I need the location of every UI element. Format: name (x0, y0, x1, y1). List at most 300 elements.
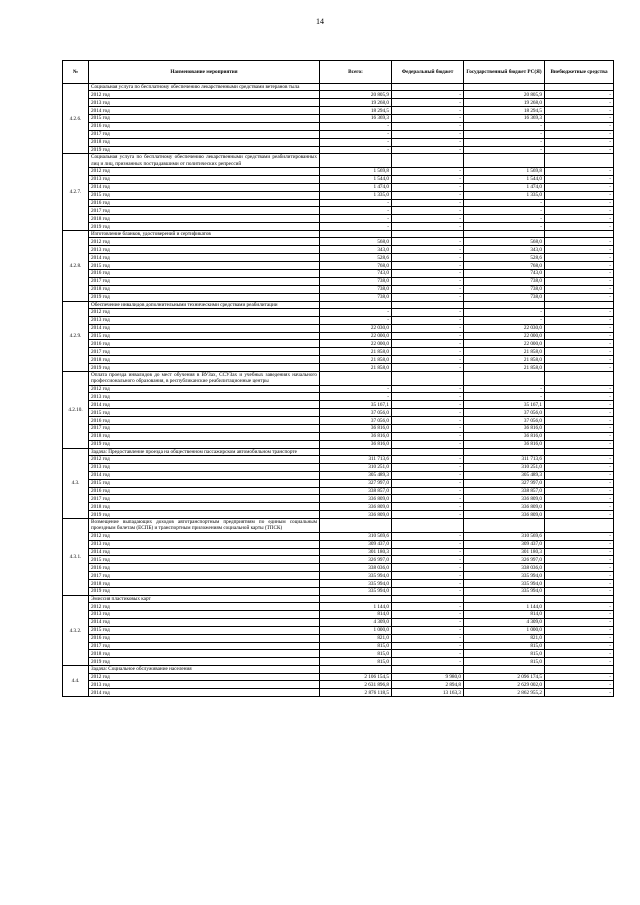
year-cell: 2014 год (89, 618, 320, 626)
table-row (63, 138, 614, 146)
year-cell: 2016 год (89, 199, 320, 207)
federal-cell: - (392, 471, 464, 479)
federal-cell: - (392, 642, 464, 650)
state-cell: 310 569,6 (464, 532, 545, 540)
table-row (63, 580, 614, 588)
total-cell: 22 030,0 (320, 324, 392, 332)
year-cell: 2019 год (89, 587, 320, 595)
total-cell: 305 489,3 (320, 471, 392, 479)
year-cell: 2013 год (89, 681, 320, 689)
empty-cell (392, 448, 464, 455)
table-row (63, 440, 614, 448)
table-row (63, 277, 614, 285)
state-cell: 815,0 (464, 642, 545, 650)
table-row (63, 495, 614, 503)
extra-cell: - (545, 99, 614, 107)
table-row (63, 417, 614, 425)
extra-cell: - (545, 146, 614, 154)
section-title: Социальная услуга по бесплатному обеспечению лекарственными средствами реабилитированных лиц и лиц, признанных пострадавшими от политических репрессий (89, 154, 320, 168)
total-cell: 4 309,0 (320, 618, 392, 626)
total-cell: 335 994,0 (320, 580, 392, 588)
section-row (63, 666, 614, 673)
state-cell: 310 251,0 (464, 463, 545, 471)
extra-cell: - (545, 471, 614, 479)
empty-cell (320, 154, 392, 168)
federal-cell: - (392, 262, 464, 270)
table-row (63, 91, 614, 99)
section-title: Обеспечение инвалидов дополнительными техническими средствами реабилитации (89, 301, 320, 308)
extra-cell: - (545, 114, 614, 122)
total-cell: 1 544,0 (320, 175, 392, 183)
section-row (63, 371, 614, 385)
table-row (63, 191, 614, 199)
total-cell: 2 631 896,8 (320, 681, 392, 689)
year-cell: 2017 год (89, 130, 320, 138)
section-title: Задача: Социальное обслуживание населения (89, 666, 320, 673)
extra-cell: - (545, 308, 614, 316)
section-title: Возмещение выпадающих доходов автотранспортным предприятиям по единым социальным проездным билетам (ЕСПБ) и транспортным приложениям социальной карты (ТПСК) (89, 519, 320, 533)
federal-cell: - (392, 440, 464, 448)
federal-cell: - (392, 223, 464, 231)
empty-cell (464, 448, 545, 455)
empty-cell (464, 231, 545, 238)
state-cell: 327 997,0 (464, 479, 545, 487)
federal-cell: - (392, 611, 464, 619)
empty-cell (545, 231, 614, 238)
table-row (63, 348, 614, 356)
extra-cell: - (545, 440, 614, 448)
extra-cell: - (545, 564, 614, 572)
total-cell: 311 713,6 (320, 456, 392, 464)
extra-cell: - (545, 495, 614, 503)
state-cell: 326 997,0 (464, 556, 545, 564)
state-cell: 36 816,0 (464, 425, 545, 433)
federal-cell: - (392, 540, 464, 548)
year-cell: 2012 год (89, 532, 320, 540)
table-row (63, 642, 614, 650)
empty-cell (545, 448, 614, 455)
federal-cell: - (392, 114, 464, 122)
empty-cell (392, 595, 464, 602)
state-cell: 22 000,0 (464, 332, 545, 340)
year-cell: 2019 год (89, 146, 320, 154)
total-cell: 768,0 (320, 262, 392, 270)
year-cell: 2018 год (89, 503, 320, 511)
header-extra: Внебюджетные средства (545, 61, 614, 84)
year-cell: 2014 год (89, 401, 320, 409)
year-cell: 2014 год (89, 548, 320, 556)
extra-cell: - (545, 348, 614, 356)
state-cell: 343,0 (464, 246, 545, 254)
extra-cell: - (545, 199, 614, 207)
table-row (63, 223, 614, 231)
year-cell: 2019 год (89, 293, 320, 301)
total-cell: 528,6 (320, 254, 392, 262)
federal-cell: - (392, 168, 464, 176)
federal-cell: - (392, 650, 464, 658)
table-row (63, 603, 614, 611)
extra-cell: - (545, 130, 614, 138)
federal-cell: - (392, 183, 464, 191)
extra-cell: - (545, 356, 614, 364)
empty-cell (464, 301, 545, 308)
total-cell: 821,0 (320, 634, 392, 642)
year-cell: 2018 год (89, 432, 320, 440)
state-cell: - (464, 223, 545, 231)
year-cell: 2019 год (89, 223, 320, 231)
table-row (63, 456, 614, 464)
empty-cell (320, 448, 392, 455)
year-cell: 2018 год (89, 580, 320, 588)
section-number: 4.2.10. (63, 371, 89, 448)
table-row (63, 401, 614, 409)
extra-cell: - (545, 316, 614, 324)
section-row (63, 448, 614, 455)
table-row (63, 511, 614, 519)
table-row (63, 207, 614, 215)
empty-cell (320, 84, 392, 91)
federal-cell: - (392, 254, 464, 262)
federal-cell: - (392, 146, 464, 154)
table-row (63, 285, 614, 293)
federal-cell: - (392, 364, 464, 372)
federal-cell: - (392, 495, 464, 503)
total-cell: 336 809,0 (320, 503, 392, 511)
federal-cell: - (392, 463, 464, 471)
year-cell: 2012 год (89, 603, 320, 611)
federal-cell: - (392, 432, 464, 440)
federal-cell: - (392, 572, 464, 580)
extra-cell: - (545, 293, 614, 301)
total-cell: 36 816,0 (320, 432, 392, 440)
total-cell: 310 569,6 (320, 532, 392, 540)
section-number: 4.4. (63, 666, 89, 697)
state-cell: 1 335,0 (464, 191, 545, 199)
federal-cell: - (392, 417, 464, 425)
federal-cell: 13 163,3 (392, 689, 464, 697)
year-cell: 2015 год (89, 626, 320, 634)
section-title: Изготовление бланков, удостоверений и сертификатов (89, 231, 320, 238)
federal-cell: - (392, 348, 464, 356)
extra-cell: - (545, 658, 614, 666)
table-header-row (63, 61, 614, 84)
table-row (63, 130, 614, 138)
total-cell: - (320, 385, 392, 393)
federal-cell: - (392, 564, 464, 572)
empty-cell (545, 84, 614, 91)
extra-cell: - (545, 556, 614, 564)
table-row (63, 332, 614, 340)
federal-cell: - (392, 277, 464, 285)
extra-cell: - (545, 425, 614, 433)
state-cell: 821,0 (464, 634, 545, 642)
extra-cell: - (545, 324, 614, 332)
state-cell: 335 994,0 (464, 580, 545, 588)
total-cell: 19 268,0 (320, 99, 392, 107)
year-cell: 2014 год (89, 689, 320, 697)
state-cell: 18 294,5 (464, 107, 545, 115)
year-cell: 2013 год (89, 611, 320, 619)
total-cell: 743,0 (320, 270, 392, 278)
extra-cell: - (545, 277, 614, 285)
year-cell: 2012 год (89, 238, 320, 246)
state-cell: - (464, 308, 545, 316)
table-row (63, 262, 614, 270)
section-row (63, 519, 614, 533)
year-cell: 2017 год (89, 348, 320, 356)
extra-cell: - (545, 91, 614, 99)
total-cell: 327 997,0 (320, 479, 392, 487)
extra-cell: - (545, 332, 614, 340)
state-cell: - (464, 207, 545, 215)
extra-cell: - (545, 215, 614, 223)
extra-cell: - (545, 168, 614, 176)
table-row (63, 487, 614, 495)
extra-cell: - (545, 409, 614, 417)
year-cell: 2016 год (89, 417, 320, 425)
year-cell: 2012 год (89, 91, 320, 99)
year-cell: 2017 год (89, 642, 320, 650)
year-cell: 2013 год (89, 393, 320, 401)
table-row (63, 471, 614, 479)
year-cell: 2018 год (89, 138, 320, 146)
total-cell: 21 858,0 (320, 364, 392, 372)
extra-cell: - (545, 503, 614, 511)
year-cell: 2018 год (89, 285, 320, 293)
total-cell: 814,0 (320, 611, 392, 619)
state-cell: - (464, 146, 545, 154)
total-cell: 37 056,0 (320, 417, 392, 425)
federal-cell: - (392, 456, 464, 464)
total-cell: 335 994,0 (320, 572, 392, 580)
federal-cell: - (392, 658, 464, 666)
total-cell: 1 474,0 (320, 183, 392, 191)
state-cell: 4 309,0 (464, 618, 545, 626)
federal-cell: - (392, 556, 464, 564)
total-cell: 815,0 (320, 650, 392, 658)
extra-cell: - (545, 463, 614, 471)
year-cell: 2019 год (89, 440, 320, 448)
total-cell: 21 858,0 (320, 356, 392, 364)
year-cell: 2014 год (89, 471, 320, 479)
table-row (63, 316, 614, 324)
federal-cell: - (392, 324, 464, 332)
federal-cell: - (392, 191, 464, 199)
section-row (63, 595, 614, 602)
federal-cell: - (392, 532, 464, 540)
year-cell: 2015 год (89, 556, 320, 564)
state-cell: 815,0 (464, 650, 545, 658)
total-cell: - (320, 146, 392, 154)
empty-cell (464, 371, 545, 385)
table-row (63, 425, 614, 433)
extra-cell: - (545, 393, 614, 401)
table-row (63, 572, 614, 580)
state-cell: 1 144,0 (464, 603, 545, 611)
table-row (63, 308, 614, 316)
table-row (63, 618, 614, 626)
table-row (63, 634, 614, 642)
total-cell: 22 000,0 (320, 332, 392, 340)
state-cell: 338 036,0 (464, 564, 545, 572)
table-row (63, 168, 614, 176)
total-cell: 20 805,9 (320, 91, 392, 99)
state-cell: 37 056,0 (464, 417, 545, 425)
federal-cell: - (392, 293, 464, 301)
federal-cell: - (392, 308, 464, 316)
extra-cell: - (545, 548, 614, 556)
state-cell: - (464, 393, 545, 401)
year-cell: 2016 год (89, 487, 320, 495)
extra-cell: - (545, 572, 614, 580)
empty-cell (392, 84, 464, 91)
state-cell: 335 994,0 (464, 572, 545, 580)
extra-cell: - (545, 385, 614, 393)
state-cell: 301 180,3 (464, 548, 545, 556)
federal-cell: - (392, 199, 464, 207)
state-cell: 2 629 002,0 (464, 681, 545, 689)
state-cell: 37 056,0 (464, 409, 545, 417)
page-number: 14 (316, 17, 324, 26)
table-row (63, 324, 614, 332)
year-cell: 2013 год (89, 246, 320, 254)
empty-cell (545, 519, 614, 533)
extra-cell: - (545, 479, 614, 487)
section-row (63, 231, 614, 238)
extra-cell: - (545, 207, 614, 215)
year-cell: 2016 год (89, 270, 320, 278)
total-cell: - (320, 308, 392, 316)
federal-cell: - (392, 385, 464, 393)
state-cell: 2 096 174,5 (464, 673, 545, 681)
table-row (63, 122, 614, 130)
total-cell: 309 437,0 (320, 540, 392, 548)
header-federal: Федеральный бюджет (392, 61, 464, 84)
total-cell: 1 000,0 (320, 626, 392, 634)
table-row (63, 238, 614, 246)
state-cell: 16 369,3 (464, 114, 545, 122)
state-cell: 22 030,0 (464, 324, 545, 332)
total-cell: 338 857,0 (320, 487, 392, 495)
state-cell: 20 805,9 (464, 91, 545, 99)
extra-cell: - (545, 223, 614, 231)
total-cell: - (320, 122, 392, 130)
federal-cell: - (392, 270, 464, 278)
section-row (63, 301, 614, 308)
table-row (63, 246, 614, 254)
empty-cell (320, 371, 392, 385)
section-number: 4.3.1. (63, 519, 89, 596)
federal-cell: - (392, 548, 464, 556)
extra-cell: - (545, 432, 614, 440)
federal-cell: - (392, 215, 464, 223)
empty-cell (392, 231, 464, 238)
total-cell: - (320, 393, 392, 401)
table-row (63, 432, 614, 440)
total-cell: 815,0 (320, 658, 392, 666)
total-cell: - (320, 138, 392, 146)
year-cell: 2017 год (89, 207, 320, 215)
total-cell: 22 000,0 (320, 340, 392, 348)
table-row (63, 356, 614, 364)
extra-cell: - (545, 456, 614, 464)
extra-cell: - (545, 487, 614, 495)
federal-cell: - (392, 340, 464, 348)
state-cell: 21 858,0 (464, 364, 545, 372)
extra-cell: - (545, 238, 614, 246)
table-row (63, 254, 614, 262)
table-row (63, 114, 614, 122)
extra-cell: - (545, 364, 614, 372)
total-cell: 21 858,0 (320, 348, 392, 356)
year-cell: 2012 год (89, 456, 320, 464)
state-cell: - (464, 130, 545, 138)
extra-cell: - (545, 270, 614, 278)
section-number: 4.3.2. (63, 595, 89, 665)
state-cell: 1 000,0 (464, 626, 545, 634)
year-cell: 2013 год (89, 540, 320, 548)
section-number: 4.2.7. (63, 154, 89, 231)
total-cell: 1 335,0 (320, 191, 392, 199)
table-row (63, 107, 614, 115)
total-cell: 301 180,3 (320, 548, 392, 556)
table-row (63, 409, 614, 417)
federal-cell: - (392, 425, 464, 433)
section-title: Задача: Предоставление проезда на общественном пассажирском автомобильном транспорте (89, 448, 320, 455)
table-row (63, 175, 614, 183)
header-num: № (63, 61, 89, 84)
state-cell: - (464, 122, 545, 130)
extra-cell: - (545, 540, 614, 548)
total-cell: 37 056,0 (320, 409, 392, 417)
federal-cell: - (392, 285, 464, 293)
state-cell: 815,0 (464, 658, 545, 666)
table-row (63, 393, 614, 401)
federal-cell: - (392, 393, 464, 401)
federal-cell: - (392, 356, 464, 364)
state-cell: 36 816,0 (464, 432, 545, 440)
section-title: Оплата проезда инвалидов до мест обучения в ВУЗах, ССУЗах и учебных заведениях начального профессионального образования, в республиканские реабилитационные центры (89, 371, 320, 385)
year-cell: 2016 год (89, 634, 320, 642)
state-cell: 738,0 (464, 285, 545, 293)
year-cell: 2014 год (89, 324, 320, 332)
total-cell: 568,0 (320, 238, 392, 246)
table-row (63, 146, 614, 154)
year-cell: 2017 год (89, 277, 320, 285)
table-row (63, 532, 614, 540)
section-row (63, 84, 614, 91)
federal-cell: - (392, 487, 464, 495)
section-title: Социальная услуга по бесплатному обеспечению лекарственными средствами ветеранов тыла (89, 84, 320, 91)
federal-cell: - (392, 503, 464, 511)
header-name: Наименование мероприятия (89, 61, 320, 84)
federal-cell: - (392, 246, 464, 254)
table-row (63, 681, 614, 689)
section-title: Эмиссия пластиковых карт (89, 595, 320, 602)
extra-cell: - (545, 285, 614, 293)
extra-cell: - (545, 246, 614, 254)
year-cell: 2012 год (89, 673, 320, 681)
state-cell: 336 809,0 (464, 511, 545, 519)
empty-cell (545, 666, 614, 673)
empty-cell (392, 301, 464, 308)
year-cell: 2016 год (89, 122, 320, 130)
section-number: 4.3. (63, 448, 89, 518)
year-cell: 2014 год (89, 107, 320, 115)
empty-cell (392, 154, 464, 168)
state-cell: - (464, 316, 545, 324)
empty-cell (392, 519, 464, 533)
